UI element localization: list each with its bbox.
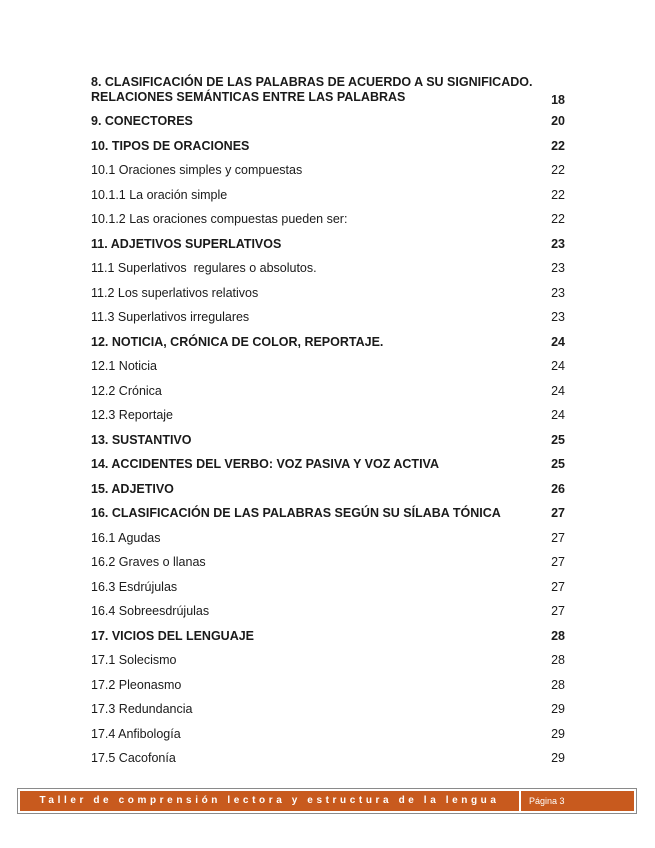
toc-entry[interactable] xyxy=(91,207,565,232)
toc-entry-page: 22 xyxy=(551,187,565,202)
toc-entry-page: 27 xyxy=(551,579,565,594)
toc-entry[interactable] xyxy=(91,697,565,722)
toc-entry[interactable] xyxy=(91,75,565,109)
toc-entry[interactable] xyxy=(91,477,565,502)
toc-entry-title: 17.1 Solecismo xyxy=(91,653,177,667)
toc-entry[interactable] xyxy=(91,281,565,306)
toc-entry-page: 29 xyxy=(551,726,565,741)
toc-entry[interactable] xyxy=(91,648,565,673)
toc-entry-page: 22 xyxy=(551,138,565,153)
toc-entry-title: 11.2 Los superlativos relativos xyxy=(91,285,259,300)
toc-entry-page: 18 xyxy=(551,93,565,107)
toc-entry[interactable] xyxy=(91,379,565,404)
toc-entry-title: RELACIONES SEMÁNTICAS ENTRE LAS PALABRAS xyxy=(91,90,406,104)
toc-entry-title: 12.2 Crónica xyxy=(91,383,162,398)
toc-entry-title: 17.2 Pleonasmo xyxy=(91,677,182,692)
toc-entry[interactable] xyxy=(91,575,565,600)
toc-entry-page: 24 xyxy=(551,334,565,349)
toc-entry-title: 16. CLASIFICACIÓN DE LAS PALABRAS SEGÚN SU SÍLABA TÓNICA xyxy=(91,506,501,520)
toc-entry[interactable] xyxy=(91,501,565,526)
toc-entry[interactable] xyxy=(91,526,565,551)
toc-entry-title: 16.4 Sobreesdrújulas xyxy=(91,604,210,618)
toc-entry[interactable] xyxy=(91,158,565,183)
toc-entry-page: 29 xyxy=(551,702,565,716)
toc-entry-page: 27 xyxy=(551,506,565,520)
toc-entry[interactable] xyxy=(91,109,565,134)
toc-entry-page: 24 xyxy=(551,359,565,373)
toc-entry[interactable] xyxy=(91,256,565,281)
toc-entry-title: 9. CONECTORES xyxy=(91,114,193,128)
toc-entry-page: 23 xyxy=(551,310,565,324)
toc-entry-title: 12.1 Noticia xyxy=(91,359,158,373)
toc-entry-page: 25 xyxy=(551,432,565,447)
toc-entry-page: 23 xyxy=(551,285,565,300)
toc-entry-title: 10.1.1 La oración simple xyxy=(91,187,228,202)
toc-entry-title: 15. ADJETIVO xyxy=(91,481,174,496)
toc-entry-page: 25 xyxy=(551,457,565,471)
page-footer xyxy=(17,788,637,814)
toc-entry-page: 22 xyxy=(551,212,565,226)
toc-entry[interactable] xyxy=(91,452,565,477)
toc-entry-title: 10.1.2 Las oraciones compuestas pueden ser: xyxy=(91,212,348,226)
toc-entry-title: 12.3 Reportaje xyxy=(91,408,174,422)
toc-entry-page: 27 xyxy=(551,604,565,618)
toc-entry-title: 16.1 Agudas xyxy=(91,530,161,545)
toc-entry-title: 17.5 Cacofonía xyxy=(91,751,176,765)
footer-page-number: Página 3 xyxy=(521,791,634,811)
toc-entry-title: 10. TIPOS DE ORACIONES xyxy=(91,138,250,153)
toc-entry-page: 29 xyxy=(551,751,565,765)
toc-entry[interactable] xyxy=(91,354,565,379)
toc-entry-title: 17.4 Anfibología xyxy=(91,726,181,741)
toc-entry[interactable] xyxy=(91,403,565,428)
toc-entry-page: 23 xyxy=(551,261,565,275)
toc-entry-title: 10.1 Oraciones simples y compuestas xyxy=(91,163,303,177)
toc-entry-title: 13. SUSTANTIVO xyxy=(91,432,192,447)
toc-entry-page: 27 xyxy=(551,530,565,545)
toc-entry[interactable] xyxy=(91,624,565,649)
toc-entry-page: 20 xyxy=(551,114,565,128)
toc-entry-title: 16.2 Graves o llanas xyxy=(91,555,206,569)
footer-bar xyxy=(20,791,634,811)
toc-entry-page: 27 xyxy=(551,555,565,569)
toc-entry[interactable] xyxy=(91,183,565,208)
footer-title: Taller de comprensión lectora y estructura de la lengua xyxy=(20,791,519,811)
toc-entry[interactable] xyxy=(91,232,565,257)
toc-entry-title: 14. ACCIDENTES DEL VERBO: VOZ PASIVA Y VOZ ACTIVA xyxy=(91,457,439,471)
toc-entry[interactable] xyxy=(91,746,565,771)
toc-entry[interactable] xyxy=(91,428,565,453)
toc-entry-page: 28 xyxy=(551,677,565,692)
toc-entry-page: 28 xyxy=(551,653,565,667)
table-of-contents xyxy=(91,75,565,771)
toc-entry-page: 28 xyxy=(551,628,565,643)
toc-entry[interactable] xyxy=(91,599,565,624)
toc-entry-page: 24 xyxy=(551,383,565,398)
toc-entry-page: 23 xyxy=(551,236,565,251)
toc-entry[interactable] xyxy=(91,330,565,355)
toc-entry-title: 11.3 Superlativos irregulares xyxy=(91,310,250,324)
toc-entry-page: 24 xyxy=(551,408,565,422)
toc-entry[interactable] xyxy=(91,673,565,698)
toc-entry-page: 26 xyxy=(551,481,565,496)
toc-entry[interactable] xyxy=(91,305,565,330)
toc-entry[interactable] xyxy=(91,550,565,575)
toc-entry-title: 11.1 Superlativos regulares o absolutos. xyxy=(91,261,317,275)
toc-entry-page: 22 xyxy=(551,163,565,177)
toc-entry[interactable] xyxy=(91,134,565,159)
toc-entry-title: 12. NOTICIA, CRÓNICA DE COLOR, REPORTAJE. xyxy=(91,334,384,349)
toc-entry-title: 17. VICIOS DEL LENGUAJE xyxy=(91,628,255,643)
toc-entry-title: 16.3 Esdrújulas xyxy=(91,579,178,594)
toc-entry[interactable] xyxy=(91,722,565,747)
toc-entry-title: 8. CLASIFICACIÓN DE LAS PALABRAS DE ACUERDO A SU SIGNIFICADO. xyxy=(91,75,533,89)
toc-entry-title: 17.3 Redundancia xyxy=(91,702,193,716)
toc-entry-title: 11. ADJETIVOS SUPERLATIVOS xyxy=(91,236,282,251)
